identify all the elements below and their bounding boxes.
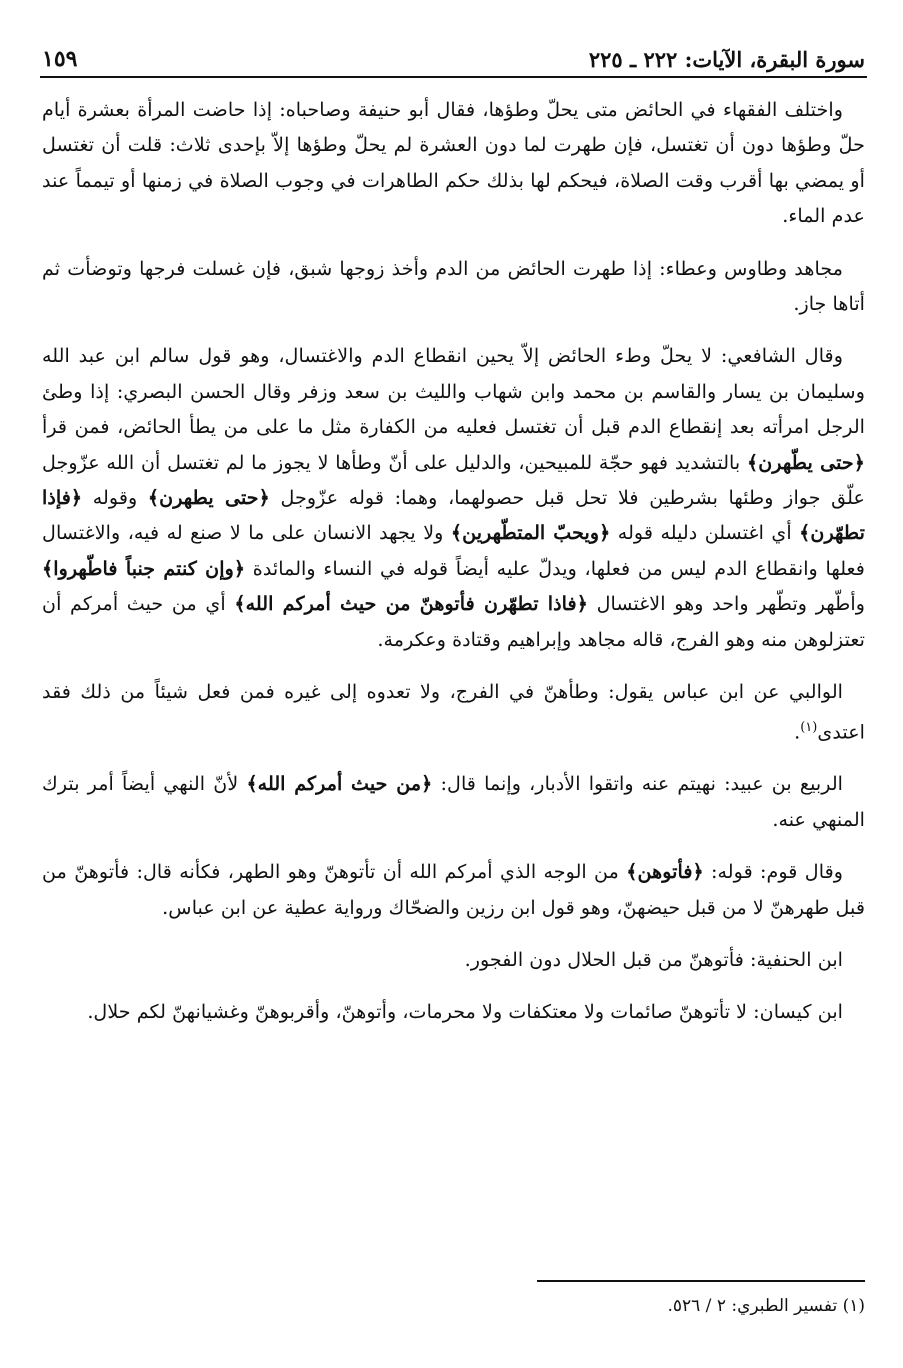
- paragraph: [42, 92, 865, 234]
- paragraph: [42, 942, 865, 977]
- text-segment: واختلف الفقهاء في الحائض متى يحلّ وطؤها، فقال أبو حنيفة وصاحباه: إذا حاضت المرأة بعشرة أيام حلّ وطؤها دون أن تغتسل، فإن طهرت لما دون العشرة لم يحلّ وطؤها إلاّ بإحدى ثلاث: قلت أن تغتسل أو يمضي بها أقرب وقت الصلاة، فيحكم لها بذلك حكم الطاهرات في وجوب الصلاة في زمنها أو تيمماً عند عدم الماء.: [42, 98, 865, 228]
- text-segment: لأنّ النهي أيضاً أمر بترك المنهي عنه.: [42, 772, 865, 831]
- quran-quote: ﴿فأتوهن﴾: [626, 860, 704, 884]
- text-segment: أي من حيث أمركم أن تعتزلوهن منه وهو الفرج، قاله مجاهد وإبراهيم وقتادة وعكرمة.: [42, 592, 865, 651]
- text-segment: وقوله: [82, 486, 148, 510]
- text-segment: الوالبي عن ابن عباس يقول: وطأهنّ في الفرج، ولا تعدوه إلى غيره فمن فعل شيئاً من ذلك فقد اعتدى: [42, 680, 865, 743]
- paragraph: [42, 994, 865, 1029]
- text-segment: من الوجه الذي أمركم الله أن تأتوهنّ وهو الطهر، فكأنه قال: فأتوهنّ من قبل طهرهنّ لا من قبل حيضهنّ، وهو قول ابن رزين والضحّاك ورواية عطية عن ابن عباس.: [42, 860, 865, 919]
- footnote: (١) تفسير الطبري: ٢ / ٥٢٦.: [667, 1296, 865, 1316]
- quran-quote: ﴿ويحبّ المتطّهرين﴾: [450, 521, 611, 545]
- text-segment: وأطّهر وتطّهر واحد وهو الاغتسال: [587, 592, 865, 616]
- paragraph: [42, 251, 865, 322]
- quran-quote: ﴿فإذا تطهّرن﴾: [42, 486, 865, 545]
- quran-quote: ﴿فاذا تطهّرن فأتوهنّ من حيث أمركم الله﴾: [234, 592, 588, 616]
- header-rule: [40, 76, 867, 78]
- text-segment: .: [794, 719, 801, 743]
- footnote-ref: (١): [800, 719, 818, 735]
- quran-quote: ﴿حتى يطهرن﴾: [147, 486, 270, 510]
- running-title: سورة البقرة، الآيات: ٢٢٢ ـ ٢٢٥: [588, 47, 865, 72]
- text-segment: أي اغتسلن دليله قوله: [610, 521, 800, 545]
- paragraph: [42, 854, 865, 925]
- quran-quote: ﴿حتى يطّهرن﴾: [746, 450, 865, 474]
- text-segment: وقال الشافعي: لا يحلّ وطء الحائض إلاّ يحين انقطاع الدم والاغتسال، وهو قول سالم ابن عبد الله وسليمان بن يسار والقاسم بن محمد وابن شهاب والليث بن سعد وزفر وقال الحسن البصري: إذا وطئ الرجل امرأته بعد إنقطاع الدم قبل أن تغتسل فعليه من الكفارة مثل ما على من يطأ الحائض، فمن قرأ: [42, 344, 865, 439]
- page-number: ١٥٩: [42, 46, 78, 72]
- main-text: [42, 92, 865, 1047]
- quran-quote: ﴿وإن كنتم جنباً فاطّهروا﴾: [42, 556, 246, 580]
- quran-quote: ﴿من حيث أمركم الله﴾: [246, 772, 433, 796]
- text-segment: الربيع بن عبيد: نهيتم عنه واتقوا الأدبار، وإنما قال:: [432, 772, 843, 796]
- paragraph: [42, 674, 865, 749]
- text-segment: ابن الحنفية: فأتوهنّ من قبل الحلال دون الفجور.: [464, 947, 843, 971]
- text-segment: ابن كيسان: لا تأتوهنّ صائمات ولا معتكفات ولا محرمات، وأتوهنّ، وأقربوهنّ وغشيانهنّ لكم حلال.: [87, 1000, 843, 1024]
- footnote-rule: [537, 1280, 865, 1282]
- text-segment: وقال قوم: قوله:: [703, 860, 844, 884]
- paragraph: [42, 338, 865, 657]
- page-header: [42, 30, 865, 72]
- text-segment: مجاهد وطاوس وعطاء: إذا طهرت الحائض من الدم وأخذ زوجها شبق، فإن غسلت فرجها وتوضأت ثم أتاها جاز.: [42, 256, 865, 316]
- text-segment: بالتشديد فهو حجّة للمبيحين، والدليل على أنّ وطأها لا يجوز ما لم تغتسل أن الله عزّوجل علّق جواز وطئها بشرطين فلا تحل قبل حصولهما، وهما: قوله عزّوجل: [42, 450, 865, 510]
- paragraph: [42, 766, 865, 837]
- text-segment: ولا يجهد الانسان على ما لا صنع له فيه، والاغتسال فعلها وانقطاع الدم ليس من فعلها، ويدلّ عليه أيضاً قوله في النساء والمائدة: [42, 521, 865, 580]
